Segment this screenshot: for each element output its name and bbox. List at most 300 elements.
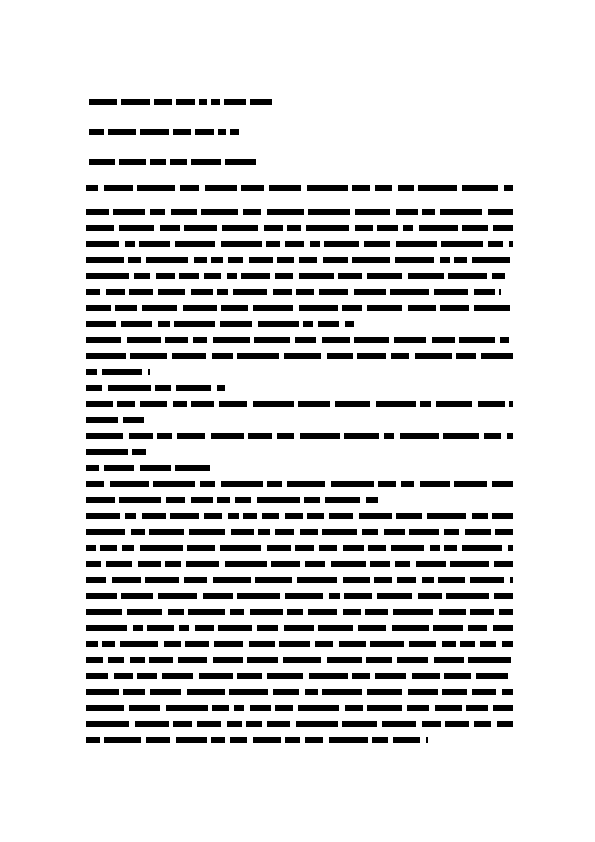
text-mark <box>462 545 502 551</box>
text-mark <box>343 545 364 551</box>
title-line-2 <box>89 128 242 136</box>
text-mark <box>400 433 439 439</box>
text-mark <box>187 545 215 551</box>
body-line <box>86 624 513 632</box>
text-mark <box>275 273 293 279</box>
text-mark <box>296 721 338 727</box>
text-mark <box>211 433 244 439</box>
text-mark <box>86 609 122 615</box>
text-mark <box>165 337 188 343</box>
text-mark <box>295 337 316 343</box>
text-mark <box>343 609 361 615</box>
text-mark <box>422 577 434 583</box>
text-mark <box>267 673 303 679</box>
text-mark <box>277 433 294 439</box>
text-mark <box>230 129 239 135</box>
text-mark <box>133 625 143 631</box>
text-mark <box>213 577 251 583</box>
text-mark <box>142 513 166 519</box>
text-mark <box>412 673 440 679</box>
text-mark <box>150 159 166 165</box>
text-mark <box>122 545 134 551</box>
text-mark <box>100 545 117 551</box>
text-mark <box>374 577 392 583</box>
text-mark <box>273 289 292 295</box>
text-mark <box>462 225 488 231</box>
text-mark <box>125 241 135 247</box>
body-line <box>86 368 150 376</box>
text-mark <box>212 705 229 711</box>
text-mark <box>344 433 379 439</box>
text-mark <box>130 657 145 663</box>
text-mark <box>166 497 185 503</box>
text-mark <box>492 513 513 519</box>
text-mark <box>275 529 294 535</box>
text-mark <box>370 561 390 567</box>
text-mark <box>86 321 116 327</box>
text-mark <box>249 257 273 263</box>
text-mark <box>474 289 495 295</box>
body-line <box>86 672 513 680</box>
body-line <box>86 560 513 568</box>
text-mark <box>257 497 300 503</box>
text-mark <box>472 689 496 695</box>
text-mark <box>86 305 111 311</box>
text-mark <box>86 593 117 599</box>
text-mark <box>504 185 513 191</box>
body-line <box>86 464 210 472</box>
text-mark <box>284 353 321 359</box>
text-mark <box>305 689 318 695</box>
text-mark <box>318 625 353 631</box>
text-mark <box>339 641 366 647</box>
text-mark <box>391 545 424 551</box>
text-mark <box>86 337 121 343</box>
text-mark <box>398 185 414 191</box>
text-mark <box>195 625 214 631</box>
text-mark <box>358 625 386 631</box>
text-mark <box>243 209 261 215</box>
text-mark <box>173 129 191 135</box>
text-mark <box>156 273 175 279</box>
text-mark <box>121 321 152 327</box>
text-mark <box>199 673 233 679</box>
text-mark <box>217 289 228 295</box>
text-mark <box>250 609 283 615</box>
text-mark <box>474 305 510 311</box>
text-mark <box>422 209 435 215</box>
text-mark <box>219 401 247 407</box>
text-mark <box>154 99 172 105</box>
text-mark <box>327 353 353 359</box>
text-mark <box>191 159 221 165</box>
text-mark <box>86 369 97 375</box>
text-mark <box>415 353 452 359</box>
text-mark <box>247 657 278 663</box>
text-mark <box>129 289 153 295</box>
text-mark <box>338 273 362 279</box>
text-mark <box>492 273 505 279</box>
text-mark <box>443 433 479 439</box>
text-mark <box>123 417 144 423</box>
text-mark <box>253 305 293 311</box>
text-mark <box>318 321 339 327</box>
text-mark <box>230 737 247 743</box>
text-mark <box>149 529 184 535</box>
text-mark <box>362 529 378 535</box>
text-mark <box>201 209 238 215</box>
text-mark <box>329 593 340 599</box>
text-mark <box>484 433 501 439</box>
text-mark <box>303 321 313 327</box>
text-mark <box>113 209 145 215</box>
text-mark <box>396 513 422 519</box>
text-mark <box>179 273 199 279</box>
text-mark <box>218 129 226 135</box>
text-mark <box>262 513 279 519</box>
text-mark <box>211 257 223 263</box>
text-mark <box>225 561 267 567</box>
text-mark <box>488 241 503 247</box>
text-mark <box>106 561 132 567</box>
body-line <box>86 656 513 664</box>
text-mark <box>492 481 513 487</box>
text-mark <box>86 721 129 727</box>
text-mark <box>367 705 402 711</box>
text-mark <box>211 99 220 105</box>
text-mark <box>269 185 301 191</box>
text-mark <box>307 513 324 519</box>
text-mark <box>285 593 323 599</box>
text-mark <box>237 353 279 359</box>
text-mark <box>108 129 136 135</box>
text-mark <box>193 337 207 343</box>
text-mark <box>476 673 508 679</box>
text-mark <box>378 481 396 487</box>
text-mark <box>227 273 237 279</box>
text-mark <box>335 401 370 407</box>
text-mark <box>510 577 513 583</box>
text-mark <box>508 545 513 551</box>
text-mark <box>393 609 433 615</box>
body-line <box>86 480 513 488</box>
text-mark <box>305 561 325 567</box>
text-mark <box>509 241 513 247</box>
text-mark <box>345 321 354 327</box>
text-mark <box>187 689 225 695</box>
text-mark <box>176 99 195 105</box>
text-mark <box>178 657 207 663</box>
text-mark <box>440 257 450 263</box>
text-mark <box>248 433 272 439</box>
text-mark <box>189 529 225 535</box>
text-mark <box>258 529 270 535</box>
text-mark <box>220 545 261 551</box>
text-mark <box>273 689 299 695</box>
body-line <box>86 272 505 280</box>
text-mark <box>86 577 106 583</box>
text-mark <box>448 273 487 279</box>
text-mark <box>384 433 394 439</box>
text-mark <box>357 353 386 359</box>
text-mark <box>175 241 215 247</box>
text-mark <box>191 497 213 503</box>
text-mark <box>86 417 118 423</box>
body-line <box>86 384 225 392</box>
text-mark <box>439 609 466 615</box>
text-mark <box>134 273 150 279</box>
text-mark <box>395 561 410 567</box>
text-mark <box>86 273 129 279</box>
text-mark <box>145 577 179 583</box>
text-mark <box>382 721 416 727</box>
text-mark <box>271 561 300 567</box>
text-mark <box>408 689 438 695</box>
text-mark <box>397 577 416 583</box>
text-mark <box>173 721 192 727</box>
text-mark <box>305 737 323 743</box>
text-mark <box>283 657 321 663</box>
text-mark <box>140 465 171 471</box>
text-mark <box>222 225 258 231</box>
text-mark <box>462 185 498 191</box>
text-mark <box>391 353 409 359</box>
text-mark <box>299 273 334 279</box>
text-mark <box>430 545 440 551</box>
text-mark <box>254 337 290 343</box>
text-mark <box>344 593 372 599</box>
text-mark <box>494 561 513 567</box>
text-mark <box>319 289 348 295</box>
text-mark <box>267 209 304 215</box>
text-mark <box>444 545 457 551</box>
text-mark <box>173 401 187 407</box>
body-line <box>86 720 513 728</box>
text-mark <box>112 577 141 583</box>
text-mark <box>199 99 207 105</box>
text-mark <box>243 513 257 519</box>
text-mark <box>171 209 197 215</box>
text-mark <box>298 401 330 407</box>
text-mark <box>267 721 290 727</box>
text-mark <box>170 513 199 519</box>
text-mark <box>183 305 217 311</box>
text-mark <box>121 99 150 105</box>
text-mark <box>86 561 101 567</box>
text-mark <box>250 99 272 105</box>
text-mark <box>129 433 153 439</box>
text-mark <box>233 289 267 295</box>
text-mark <box>295 545 314 551</box>
body-line <box>86 608 513 616</box>
text-mark <box>366 657 392 663</box>
text-mark <box>296 289 314 295</box>
text-mark <box>86 657 103 663</box>
text-mark <box>158 289 185 295</box>
text-mark <box>140 129 169 135</box>
text-mark <box>493 625 513 631</box>
text-mark <box>127 337 161 343</box>
text-mark <box>444 673 471 679</box>
text-mark <box>395 257 434 263</box>
text-mark <box>204 273 221 279</box>
text-mark <box>221 305 248 311</box>
text-mark <box>89 99 117 105</box>
text-mark <box>445 721 469 727</box>
text-mark <box>267 545 291 551</box>
text-mark <box>150 209 165 215</box>
text-mark <box>157 433 172 439</box>
text-mark <box>394 337 426 343</box>
text-mark <box>177 433 205 439</box>
text-mark <box>229 689 268 695</box>
text-mark <box>191 289 213 295</box>
text-mark <box>435 705 462 711</box>
text-mark <box>237 673 262 679</box>
text-mark <box>352 257 390 263</box>
text-mark <box>377 593 412 599</box>
text-mark <box>218 625 252 631</box>
text-mark <box>176 385 211 391</box>
text-mark <box>315 641 333 647</box>
text-mark <box>119 159 146 165</box>
body-line <box>86 528 513 536</box>
text-mark <box>235 497 251 503</box>
text-mark <box>89 159 115 165</box>
text-mark <box>194 257 207 263</box>
text-mark <box>264 225 283 231</box>
text-mark <box>377 225 398 231</box>
text-mark <box>102 641 115 647</box>
text-mark <box>205 185 237 191</box>
text-mark <box>86 289 100 295</box>
text-mark <box>304 497 320 503</box>
text-mark <box>481 353 513 359</box>
body-line <box>86 184 513 192</box>
text-mark <box>108 385 151 391</box>
text-mark <box>228 513 239 519</box>
text-mark <box>418 185 457 191</box>
text-mark <box>140 545 183 551</box>
text-mark <box>329 513 353 519</box>
text-mark <box>307 185 348 191</box>
text-mark <box>212 353 233 359</box>
text-mark <box>285 737 300 743</box>
text-mark <box>153 481 195 487</box>
text-mark <box>287 481 325 487</box>
text-mark <box>203 593 233 599</box>
text-mark <box>444 529 459 535</box>
text-mark <box>174 321 215 327</box>
text-mark <box>217 497 230 503</box>
text-mark <box>237 593 280 599</box>
text-mark <box>231 529 254 535</box>
text-mark <box>472 513 488 519</box>
text-mark <box>331 561 366 567</box>
text-mark <box>117 401 135 407</box>
text-mark <box>450 561 489 567</box>
text-mark <box>441 241 483 247</box>
text-mark <box>459 337 495 343</box>
text-mark <box>365 609 388 615</box>
text-mark <box>86 625 127 631</box>
text-mark <box>213 337 250 343</box>
text-mark <box>397 657 428 663</box>
text-mark <box>195 129 214 135</box>
text-mark <box>418 593 442 599</box>
text-mark <box>300 529 318 535</box>
text-mark <box>266 241 280 247</box>
text-mark <box>227 721 242 727</box>
text-mark <box>329 737 368 743</box>
body-line <box>86 320 354 328</box>
text-mark <box>325 497 360 503</box>
text-mark <box>420 401 431 407</box>
text-mark <box>366 497 378 503</box>
text-mark <box>277 257 294 263</box>
text-mark <box>390 289 429 295</box>
text-mark <box>433 625 463 631</box>
text-mark <box>309 673 348 679</box>
text-mark <box>368 545 386 551</box>
text-mark <box>86 385 102 391</box>
body-line <box>86 448 146 456</box>
text-mark <box>257 625 278 631</box>
text-mark <box>392 625 429 631</box>
text-mark <box>255 577 292 583</box>
body-line <box>86 704 513 712</box>
text-mark <box>343 577 370 583</box>
body-line <box>86 512 513 520</box>
text-mark <box>367 273 402 279</box>
text-mark <box>440 305 469 311</box>
text-mark <box>213 657 243 663</box>
text-mark <box>220 321 252 327</box>
text-mark <box>120 641 158 647</box>
body-line <box>86 336 509 344</box>
text-mark <box>403 225 413 231</box>
text-mark <box>86 257 124 263</box>
text-mark <box>172 353 206 359</box>
text-mark <box>148 369 150 375</box>
text-mark <box>308 609 337 615</box>
text-mark <box>494 593 513 599</box>
text-mark <box>466 705 488 711</box>
text-mark <box>86 481 104 487</box>
text-mark <box>442 641 456 647</box>
text-mark <box>324 241 359 247</box>
text-mark <box>297 577 337 583</box>
body-line <box>86 736 428 744</box>
text-mark <box>150 689 181 695</box>
text-mark <box>342 721 377 727</box>
text-mark <box>454 481 487 487</box>
text-mark <box>86 225 114 231</box>
text-mark <box>322 337 350 343</box>
text-mark <box>436 401 472 407</box>
text-mark <box>299 257 317 263</box>
text-mark <box>419 225 458 231</box>
text-mark <box>128 257 141 263</box>
text-mark <box>370 641 404 647</box>
body-line <box>86 592 513 600</box>
text-mark <box>114 673 133 679</box>
body-line <box>86 304 513 312</box>
body-line <box>86 400 513 408</box>
body-line <box>86 496 382 504</box>
text-mark <box>407 705 429 711</box>
text-mark <box>179 625 189 631</box>
